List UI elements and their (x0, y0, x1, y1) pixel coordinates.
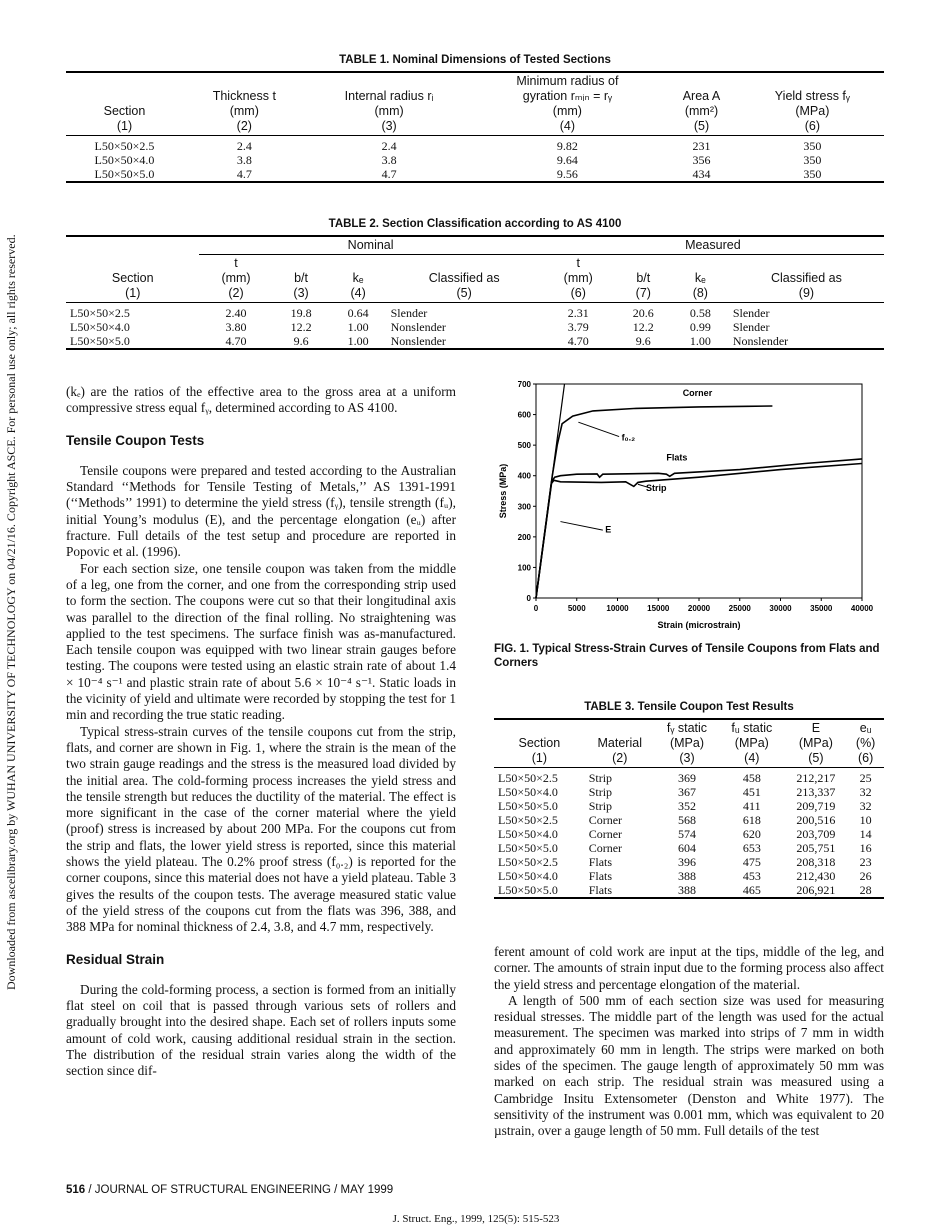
table-row (494, 799, 884, 813)
col-header-line: (MPa) (669, 736, 704, 750)
y-tick-label: 100 (517, 563, 531, 573)
table-cell: 352 (677, 799, 696, 813)
col-header (672, 255, 729, 303)
col-header-line: (9) (798, 286, 815, 300)
table-cell: 212,217 (796, 771, 836, 785)
table-row (494, 768, 884, 786)
col-header (66, 255, 199, 303)
table-cell: 1.00 (689, 334, 711, 348)
col-header-line: (3) (679, 751, 695, 765)
para-coupon-2: For each section size, one tensile coupon was taken from the middle of a leg, one from the corner, and one from the corresponding strip used to form the section. The coupons were cut so that their longitudinal axis was parallel to the direction of the final rolling. No straightening was applied to the test specimens. The surface finish was as-manufactured. Each tensile coupon was equipped with two linear strain gauges before testing. The coupons were tested using an elastic strain rate of about 1.4 × 10⁻⁴ s⁻¹ and plastic strain rate of about 5.6 × 10⁻⁴ s⁻¹. Static loads in the vicinity of yield and ultimate were recorded by stopping the test for 1 min and recording the true static reading. (66, 560, 456, 723)
col-header (306, 72, 473, 136)
table-cell: L50×50×4.0 (498, 869, 558, 883)
table-cell: 458 (742, 771, 761, 785)
para-coupon-3: Typical stress-strain curves of the tensile coupons cut from the strip, flats, and corner are shown in Fig. 1, where the strain is the mean of the two strain gauge readings and the stress is the measured load divided by the initial area. The cold-forming process increases the yield stress and the tensile strength but reduces the ductility of the material. The effect is more significant in the case of the corner material where the yield (proof) stress is increased by about 200 MPa. For the coupons cut from the strip and flats, the lower yield stress is reported, since this material shows the yield plateau. The 0.2% proof stress (f₀.₂) is reported for the corner coupons, since this material does not have a yield plateau. Table 3 gives the results of the coupon tests. The average measured static value of the yield stress of the coupons cut from the flats was 396, 388, and 388 MPa for nominal thickness of 2.4, 3.8, and 4.7 mm, respectively. (66, 723, 456, 935)
col-header-line: (6) (570, 286, 586, 300)
table-cell: 4.70 (567, 334, 589, 348)
table-cell: 200,516 (796, 813, 836, 827)
col-header-line: (6) (858, 751, 874, 765)
para-right-1: ferent amount of cold work are input at the tips, middle of the leg, and corner. The amounts of strain input due to the forming process also affect the yield stress and percentage elongation of the material. (494, 944, 884, 992)
col-header-line: Section (111, 271, 154, 285)
para-kf: (kₑ) are the ratios of the effective area to the gross area at a uniform compressive stress equal fᵧ, determined according to AS 4100. (66, 384, 456, 416)
table-cell: Flats (588, 869, 613, 883)
table-cell: 574 (677, 827, 696, 841)
heading-residual-strain: Residual Strain (66, 951, 165, 967)
table-cell: Flats (588, 855, 613, 869)
col-header-line: kₑ (352, 271, 364, 285)
table-cell: 0.58 (689, 306, 711, 320)
x-tick-label: 0 (533, 604, 539, 613)
table-cell: 350 (803, 153, 822, 167)
page-number: 516 (66, 1184, 86, 1196)
table-cell: 12.2 (290, 320, 312, 334)
col-header-line: fᵧ static (666, 721, 708, 735)
table-cell: 203,709 (796, 827, 836, 841)
x-axis-label: Strain (microstrain) (657, 620, 741, 630)
y-tick-label: 0 (526, 594, 531, 603)
col-header (741, 72, 884, 136)
table-cell: Slender (390, 306, 428, 320)
col-header-line: b/t (636, 271, 651, 285)
table-cell: 396 (677, 855, 696, 869)
table-cell: 451 (742, 785, 761, 799)
table-cell: 3.79 (567, 320, 589, 334)
table-row (66, 167, 884, 182)
table-row (66, 334, 884, 349)
x-tick-label: 40000 (850, 604, 874, 613)
table-cell: L50×50×2.5 (498, 771, 558, 785)
table-cell: Corner (588, 841, 623, 855)
table-row (494, 785, 884, 799)
y-tick-label: 500 (517, 441, 531, 451)
table-cell: 350 (803, 167, 822, 181)
table-cell: 28 (859, 883, 872, 897)
col-header (387, 255, 542, 303)
x-tick-label: 25000 (728, 604, 751, 613)
table-cell: 350 (803, 139, 822, 153)
annotation-f02: f₀.₂ (621, 432, 636, 443)
group-measured: Measured (542, 236, 884, 255)
table1-caption: TABLE 1. Nominal Dimensions of Tested Sections (339, 54, 611, 66)
col-header-line: Area A (682, 89, 721, 103)
table-cell: 568 (677, 813, 696, 827)
col-header-line: Classified as (770, 271, 842, 285)
col-header-line: (2) (236, 119, 252, 133)
table-cell: 434 (692, 167, 711, 181)
table-cell: 4.70 (225, 334, 247, 348)
table3 (494, 718, 884, 899)
table-cell: L50×50×5.0 (498, 841, 558, 855)
table-cell: 9.64 (556, 153, 578, 167)
table-cell: 604 (677, 841, 696, 855)
table-cell: 2.4 (381, 139, 397, 153)
table-cell: L50×50×4.0 (70, 320, 130, 334)
table-cell: 209,719 (796, 799, 836, 813)
group-nominal: Nominal (199, 236, 541, 255)
col-header-line: Yield stress fᵧ (774, 89, 850, 103)
table-cell: L50×50×5.0 (498, 883, 558, 897)
table-cell: 2.4 (236, 139, 252, 153)
col-header-line: (6) (804, 119, 820, 133)
annotation-e: E (605, 524, 612, 535)
col-header-line: (%) (855, 736, 876, 750)
col-header-line: (mm) (229, 104, 259, 118)
col-header-line: (MPa) (798, 736, 833, 750)
col-header-line: kₑ (694, 271, 706, 285)
y-tick-label: 700 (517, 380, 531, 389)
table-cell: 388 (677, 883, 696, 897)
col-header-line: (1) (125, 286, 141, 300)
col-header-line: (1) (531, 751, 547, 765)
table-row (494, 869, 884, 883)
col-header-line: (2) (228, 286, 244, 300)
table-cell: L50×50×5.0 (94, 167, 155, 181)
x-tick-label: 20000 (687, 604, 711, 613)
table-cell: 3.80 (225, 320, 247, 334)
table-cell: L50×50×2.5 (498, 855, 558, 869)
table-cell: 3.8 (236, 153, 252, 167)
journal-name: / JOURNAL OF STRUCTURAL ENGINEERING / MAY 1999 (85, 1184, 394, 1196)
right-column (494, 944, 884, 1140)
table-cell: 20.6 (632, 306, 654, 320)
table-cell: L50×50×2.5 (498, 813, 558, 827)
table-cell: 9.56 (556, 167, 578, 181)
table-row (66, 153, 884, 167)
table-row (494, 827, 884, 841)
table-cell: Nonslender (390, 334, 446, 348)
col-header-line: t (234, 256, 238, 270)
table-cell: 208,318 (796, 855, 836, 869)
annotation-flats: Flats (666, 452, 688, 463)
table-row (66, 303, 884, 321)
table-cell: Nonslender (732, 334, 789, 348)
table-cell: L50×50×4.0 (94, 153, 155, 167)
table-cell: 32 (859, 799, 872, 813)
col-header-line: Thickness t (212, 89, 276, 103)
col-header-line: (4) (559, 119, 576, 133)
table-cell: 16 (859, 841, 872, 855)
table-cell: Strip (588, 799, 613, 813)
table-cell: 212,430 (796, 869, 836, 883)
col-header-line: (mm) (221, 271, 251, 285)
col-header (655, 719, 719, 768)
col-header (494, 719, 585, 768)
col-header-line: Material (597, 736, 642, 750)
col-header (615, 255, 672, 303)
table-cell: Nonslender (390, 320, 446, 334)
table-cell: 369 (677, 771, 696, 785)
col-header (199, 255, 272, 303)
col-header-line: (mm) (374, 104, 404, 118)
table-cell: Slender (732, 306, 770, 320)
table-cell: 213,337 (796, 785, 836, 799)
table-cell: L50×50×5.0 (70, 334, 130, 348)
table-cell: 2.31 (567, 306, 589, 320)
col-header-line: (5) (693, 119, 710, 133)
col-header-line: (mm²) (684, 104, 719, 118)
y-tick-label: 200 (517, 532, 531, 542)
table-cell: 25 (859, 771, 872, 785)
col-header (585, 719, 655, 768)
table-row (494, 841, 884, 855)
table-cell: 231 (692, 139, 711, 153)
x-tick-label: 30000 (769, 604, 792, 613)
table-cell: 475 (742, 855, 761, 869)
col-header-line: (3) (381, 119, 397, 133)
col-header (542, 255, 615, 303)
col-header-line: E (811, 721, 821, 735)
fig1-caption: FIG. 1. Typical Stress-Strain Curves of Tensile Coupons from Flats and Corners (494, 643, 880, 669)
col-header (719, 719, 784, 768)
table-cell: 453 (742, 869, 761, 883)
table1 (66, 71, 884, 183)
table-cell: 367 (677, 785, 696, 799)
para-coupon-1: Tensile coupons were prepared and tested according to the Australian Standard ‘‘Methods for Tensile Testing of Metals,’’ AS 1391-1991 (‘‘Methods’’ 1991) to determine the yield stress (fᵧ), tensile strength (fᵤ), initial Young’s modulus (E), and the percentage elongation (eᵤ) after fracture. Full details of the test setup and procedure are reported in Popovic et al. (1996). (66, 462, 456, 560)
col-header-line: Section (103, 104, 146, 118)
table-cell: 9.6 (635, 334, 651, 348)
table-row (494, 855, 884, 869)
annotation-strip: Strip (646, 483, 667, 493)
table-cell: 0.99 (689, 320, 711, 334)
col-header-line: (4) (350, 286, 366, 300)
table-cell: L50×50×5.0 (498, 799, 558, 813)
table-cell: 206,921 (796, 883, 836, 897)
table-cell: 9.6 (293, 334, 309, 348)
para-right-2: A length of 500 mm of each section size was used for measuring residual stresses. The middle part of the length was used for the actual measurement. The specimen was marked into strips of 7 mm in width and approximately 60 mm in length. The strips were marked on both sides of the specimen. The gauge length of approximately 50 mm was marked on each strip. The residual strain was measured using a Cambridge Insitu Extensometer (Denston and White 1977). The sensitivity of the instrument was 0.001 mm, which was equivalent to 20 µstrain, over a gauge length of 50 mm. Full details of the test (494, 992, 884, 1139)
table-cell: 2.40 (225, 306, 247, 320)
page-footer (66, 1184, 393, 1196)
table-row (494, 883, 884, 898)
table-cell: Strip (588, 771, 613, 785)
col-header-line: (5) (808, 751, 824, 765)
col-header-line: Section (518, 736, 561, 750)
col-header-line: (2) (612, 751, 628, 765)
col-header (662, 72, 740, 136)
y-tick-label: 400 (517, 471, 531, 481)
y-tick-label: 300 (517, 502, 531, 512)
col-header (473, 72, 663, 136)
table2 (66, 235, 884, 350)
annotation-corner: Corner (682, 388, 713, 399)
y-axis-label: Stress (MPa) (498, 463, 508, 519)
col-header-line: fᵤ static (731, 721, 773, 735)
heading-tensile-coupon: Tensile Coupon Tests (66, 432, 205, 448)
left-column (66, 384, 456, 1080)
table-cell: Slender (732, 320, 770, 334)
x-tick-label: 35000 (810, 604, 833, 613)
col-header-line: Classified as (428, 271, 500, 285)
table-cell: 0.64 (347, 306, 369, 320)
col-header-line: b/t (294, 271, 309, 285)
table-cell: 4.7 (236, 167, 252, 181)
table-cell: 12.2 (632, 320, 654, 334)
table-cell: 653 (742, 841, 761, 855)
table-cell: Flats (588, 883, 613, 897)
col-header-line: (4) (744, 751, 760, 765)
table3-caption: TABLE 3. Tensile Coupon Test Results (584, 701, 794, 713)
table-cell: L50×50×2.5 (94, 139, 155, 153)
col-header-line: Internal radius rᵢ (344, 89, 434, 103)
table-cell: L50×50×4.0 (498, 785, 558, 799)
table-cell: 19.8 (290, 306, 312, 320)
col-header-line: eᵤ (859, 721, 872, 735)
table-cell: Corner (588, 827, 623, 841)
table-cell: Strip (588, 785, 613, 799)
col-header-line: Minimum radius of (516, 74, 619, 88)
plot-frame (536, 384, 862, 598)
col-header-line: (3) (293, 286, 309, 300)
table-cell: 3.8 (381, 153, 397, 167)
table-cell: 23 (859, 855, 872, 869)
col-header (847, 719, 884, 768)
col-header (729, 255, 884, 303)
col-header (273, 255, 330, 303)
col-header-line: t (576, 256, 580, 270)
table-cell: 1.00 (347, 334, 369, 348)
download-note: Downloaded from ascelibrary.org by WUHAN UNIVERSITY OF TECHNOLOGY on 04/21/16. Copyright ASCE. For personal use only; all rights reserved. (4, 234, 18, 990)
table-cell: 411 (743, 799, 761, 813)
col-header-line: (8) (692, 286, 708, 300)
table-cell: L50×50×4.0 (498, 827, 558, 841)
table-row (494, 813, 884, 827)
table2-caption: TABLE 2. Section Classification according to AS 4100 (328, 218, 622, 230)
col-header-line: (MPa) (734, 736, 769, 750)
table-cell: 26 (859, 869, 872, 883)
x-tick-label: 5000 (567, 604, 586, 613)
table-cell: 205,751 (796, 841, 836, 855)
col-header-line: (1) (116, 119, 133, 133)
table-row (66, 136, 884, 154)
stress-strain-chart (494, 374, 884, 636)
col-header-line: (MPa) (795, 104, 830, 118)
col-header (784, 719, 847, 768)
table-row (66, 320, 884, 334)
table-cell: 465 (742, 883, 761, 897)
table-cell: 32 (859, 785, 872, 799)
col-header-line: gyration rₘᵢₙ = rᵧ (522, 89, 613, 103)
table-cell: 10 (859, 813, 872, 827)
x-tick-label: 15000 (647, 604, 670, 613)
table-cell: 620 (742, 827, 761, 841)
col-header (330, 255, 387, 303)
para-residual-1: During the cold-forming process, a section is formed from an initially flat steel on coil that is passed through various sets of rollers and gradually brought into the desired shape. Each set of rollers inputs some amount of cold work, causing additional residual strain in the section. The distribution of the residual strain varies along the width of the section since dif- (66, 981, 456, 1079)
col-header-line: (7) (635, 286, 651, 300)
table-cell: 9.82 (556, 139, 578, 153)
table-cell: 4.7 (381, 167, 397, 181)
col-header (183, 72, 306, 136)
citation: J. Struct. Eng., 1999, 125(5): 515-523 (392, 1213, 560, 1225)
y-tick-label: 600 (517, 410, 531, 420)
x-tick-label: 10000 (606, 604, 629, 613)
table-cell: 388 (677, 869, 696, 883)
col-header-line: (5) (456, 286, 472, 300)
table-cell: L50×50×2.5 (70, 306, 130, 320)
col-header-line: (mm) (563, 271, 593, 285)
table-cell: 356 (692, 153, 711, 167)
table-cell: 1.00 (347, 320, 369, 334)
table-cell: 618 (742, 813, 761, 827)
table-cell: Corner (588, 813, 623, 827)
table-cell: 14 (859, 827, 872, 841)
col-header-line: (mm) (552, 104, 582, 118)
col-header (66, 72, 183, 136)
